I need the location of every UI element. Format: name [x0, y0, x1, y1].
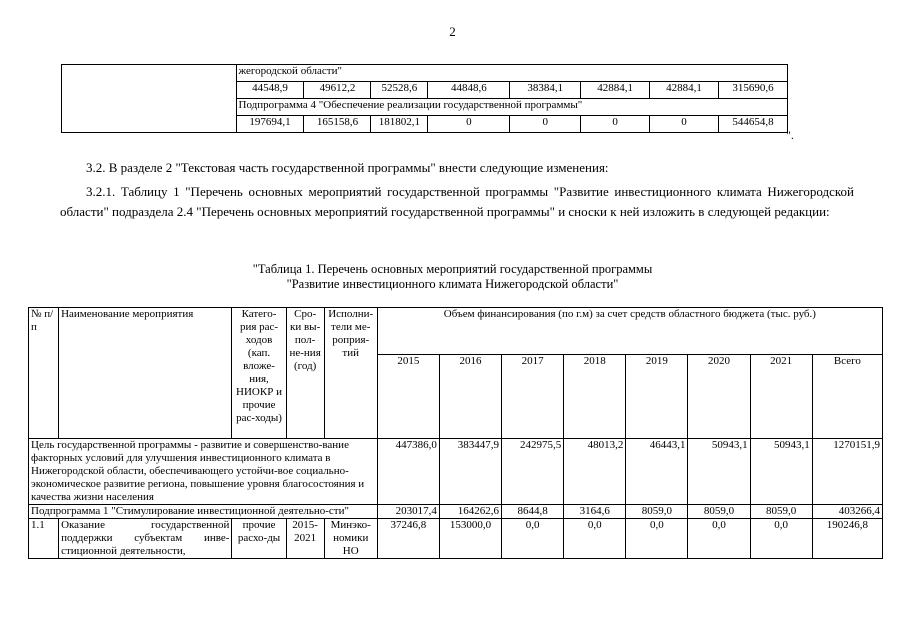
table-cell: 315690,6	[719, 82, 788, 99]
value-cell: 0,0	[750, 519, 812, 559]
year-cell: 2020	[688, 355, 750, 439]
value-cell: 164262,6	[439, 505, 501, 519]
header-category: Катего-рия рас-ходов (кап. вложе-ния, НИОКР и прочие рас-ходы)	[232, 308, 286, 439]
year-cell: 2021	[750, 355, 812, 439]
value-cell: 447386,0	[377, 439, 439, 505]
table-cell: 44848,6	[428, 82, 510, 99]
value-cell: 1270151,9	[812, 439, 882, 505]
table-cell: 181802,1	[371, 116, 428, 133]
table-cell: 52528,6	[371, 82, 428, 99]
row-category: прочие расхо-ды	[232, 519, 286, 559]
header-terms: Сро-ки вы-пол-не-ния (год)	[286, 308, 324, 439]
value-cell: 383447,9	[439, 439, 501, 505]
paragraph-2-text: 3.2.1. Таблицу 1 "Перечень основных мероприятий государственной программы "Развитие инвестиционного климата Нижегородской области" подраздела 2.4 "Перечень основных мероприятий государственной программы" и сноски к ней изложить в следующей редакции:	[60, 184, 854, 219]
paragraph-2	[60, 182, 854, 222]
value-cell: 0,0	[688, 519, 750, 559]
value-cell: 242975,5	[502, 439, 564, 505]
table-cell: 197694,1	[236, 116, 304, 133]
year-cell: 2015	[377, 355, 439, 439]
row-terms: 2015-2021	[286, 519, 324, 559]
caption-line-2: "Развитие инвестиционного климата Нижегородской области"	[286, 277, 619, 291]
row-executor: Минэко-номики НО	[324, 519, 377, 559]
value-cell: 0,0	[502, 519, 564, 559]
value-cell: 8059,0	[688, 505, 750, 519]
subprogram-row	[29, 505, 883, 519]
row-num: 1.1	[29, 519, 59, 559]
table-cell: 0	[650, 116, 719, 133]
subprogram-text: Подпрограмма 1 "Стимулирование инвестиционной деятельно-сти"	[29, 505, 378, 519]
table-row	[29, 519, 883, 559]
table-cell: жегородской области"	[236, 65, 787, 82]
value-cell: 190246,8	[812, 519, 882, 559]
header-name: Наименование мероприятия	[59, 308, 232, 439]
header-num: № п/п	[29, 308, 59, 439]
value-cell: 403266,4	[812, 505, 882, 519]
table-cell: 44548,9	[236, 82, 304, 99]
table-row	[62, 65, 788, 82]
header-funding: Объем финансирования (по г.м) за счет средств областного бюджета (тыс. руб.)	[377, 308, 882, 355]
year-cell: 2019	[626, 355, 688, 439]
page-number: 2	[449, 24, 456, 39]
value-cell: 50943,1	[688, 439, 750, 505]
value-cell: 50943,1	[750, 439, 812, 505]
year-cell: Всего	[812, 355, 882, 439]
value-cell: 8059,0	[750, 505, 812, 519]
goal-row	[29, 439, 883, 505]
value-cell: 8644,8	[502, 505, 564, 519]
table-cell: 0	[428, 116, 510, 133]
table-caption	[0, 262, 905, 292]
header-executors: Исполни-тели ме-роприя-тий	[324, 308, 377, 439]
value-cell: 0,0	[626, 519, 688, 559]
year-cell: 2017	[502, 355, 564, 439]
value-cell: 46443,1	[626, 439, 688, 505]
goal-text: Цель государственной программы - развитие и совершенство-вание факторных условий для улучшения инвестиционного климата в Нижегородской области, обеспечивающего устойчи-вое социально-экономическое развитие региона, повышение уровня благосостояния и качества жизни населения	[29, 439, 378, 505]
paragraph-1: 3.2. В разделе 2 "Текстовая часть государственной программы" внести следующие изменения:	[86, 160, 609, 175]
caption-line-1: "Таблица 1. Перечень основных мероприятий государственной программы	[252, 262, 653, 276]
closing-quote: ".	[786, 128, 794, 142]
value-cell: 3164,6	[564, 505, 626, 519]
table-cell: 544654,8	[719, 116, 788, 133]
year-cell: 2018	[564, 355, 626, 439]
value-cell: 8059,0	[626, 505, 688, 519]
value-cell: 48013,2	[564, 439, 626, 505]
value-cell: 203017,4	[377, 505, 439, 519]
value-cell: 153000,0	[439, 519, 501, 559]
value-cell: 37246,8	[377, 519, 439, 559]
value-cell: 0,0	[564, 519, 626, 559]
row-name: Оказание государственной поддержки субъектам инве-стиционной деятельности,	[59, 519, 232, 559]
table-cell: Подпрограмма 4 "Обеспечение реализации государственной программы"	[236, 99, 787, 116]
table-cell: 165158,6	[304, 116, 371, 133]
empty-cell	[62, 65, 237, 133]
table-cell: 38384,1	[510, 82, 581, 99]
top-table	[61, 64, 788, 133]
year-cell: 2016	[439, 355, 501, 439]
main-table	[28, 307, 883, 559]
table-cell: 42884,1	[581, 82, 650, 99]
header-row	[29, 308, 883, 355]
table-cell: 49612,2	[304, 82, 371, 99]
table-cell: 0	[510, 116, 581, 133]
table-cell: 42884,1	[650, 82, 719, 99]
table-cell: 0	[581, 116, 650, 133]
